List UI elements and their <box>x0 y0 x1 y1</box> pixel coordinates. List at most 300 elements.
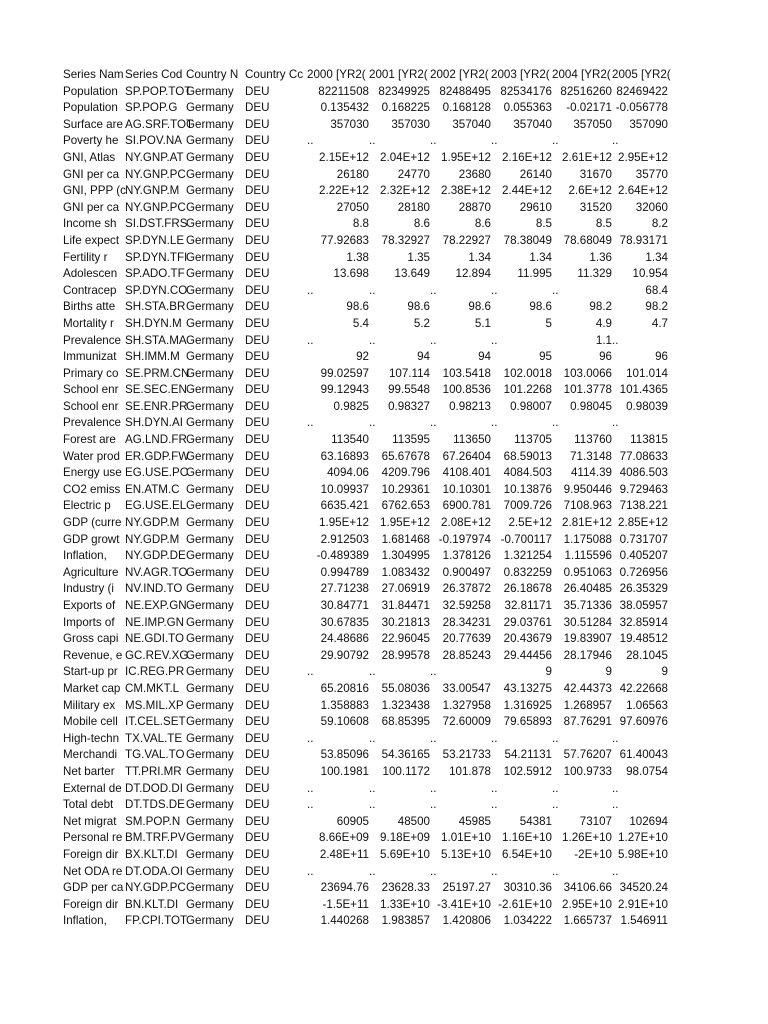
table-cell[interactable]: NV.IND.TO <box>125 582 183 596</box>
table-cell[interactable]: CO2 emiss <box>63 482 121 496</box>
table-cell[interactable]: DEU <box>245 731 270 745</box>
table-cell[interactable]: 98.6 <box>346 300 369 314</box>
table-cell[interactable]: 10.10301 <box>442 482 491 496</box>
table-cell[interactable]: 1.268957 <box>563 698 612 712</box>
table-cell[interactable]: 99.02597 <box>320 366 369 380</box>
table-cell[interactable]: .. <box>430 781 437 795</box>
table-cell[interactable]: NY.GNP.M <box>125 184 180 198</box>
table-cell[interactable]: .. <box>491 134 498 148</box>
table-cell[interactable]: 57.76207 <box>563 748 612 762</box>
table-cell[interactable]: 33.00547 <box>442 681 491 695</box>
table-cell[interactable]: Population <box>63 101 118 115</box>
table-cell[interactable]: SP.DYN.CO <box>125 283 188 297</box>
table-cell[interactable]: .. <box>612 134 619 148</box>
table-cell[interactable]: 2.95E+12 <box>618 150 668 164</box>
table-cell[interactable]: 1.681468 <box>381 532 430 546</box>
table-cell[interactable]: DEU <box>245 250 270 264</box>
table-cell[interactable]: 78.68049 <box>563 233 612 247</box>
table-cell[interactable]: DEU <box>245 748 270 762</box>
table-cell[interactable]: 20.77639 <box>442 632 491 646</box>
table-cell[interactable]: .. <box>612 781 619 795</box>
table-cell[interactable]: SI.DST.FRS <box>125 217 188 231</box>
table-cell[interactable]: 1.35 <box>407 250 430 264</box>
table-cell[interactable]: Germany <box>186 814 234 828</box>
header-cell[interactable]: 2003 [YR2( <box>491 68 550 81</box>
table-cell[interactable]: 4086.503 <box>619 466 668 480</box>
header-cell[interactable]: Country Cc <box>245 68 303 81</box>
table-cell[interactable]: 82469422 <box>616 84 668 98</box>
table-cell[interactable]: 27.71238 <box>320 582 369 596</box>
table-cell[interactable]: 2.64E+12 <box>618 184 668 198</box>
table-cell[interactable]: GNI, PPP (c <box>63 184 126 198</box>
table-cell[interactable]: DT.DOD.DI <box>125 781 183 795</box>
table-cell[interactable]: 1.420806 <box>442 914 491 928</box>
table-cell[interactable]: 65.67678 <box>381 449 430 463</box>
table-cell[interactable]: 2.81E+12 <box>562 516 612 530</box>
table-cell[interactable]: 2.16E+12 <box>502 150 552 164</box>
table-cell[interactable]: 1.1 <box>595 333 612 347</box>
table-cell[interactable]: Germany <box>186 416 234 430</box>
table-cell[interactable]: -2.61E+10 <box>498 897 552 911</box>
table-cell[interactable]: 101.014 <box>626 366 668 380</box>
table-cell[interactable]: .. <box>369 798 376 812</box>
table-cell[interactable]: .. <box>430 731 437 745</box>
table-cell[interactable]: 45985 <box>458 814 491 828</box>
table-cell[interactable]: 7009.726 <box>503 499 552 513</box>
table-cell[interactable]: NY.GNP.PC <box>125 167 186 181</box>
table-cell[interactable]: Net ODA re <box>63 864 123 878</box>
table-cell[interactable]: 30.21813 <box>381 615 430 629</box>
table-cell[interactable]: Germany <box>186 366 234 380</box>
table-cell[interactable]: DEU <box>245 565 270 579</box>
table-cell[interactable]: 87.76291 <box>563 715 612 729</box>
table-cell[interactable]: 100.9733 <box>563 764 612 778</box>
table-cell[interactable]: 0.731707 <box>619 532 668 546</box>
table-cell[interactable]: 53.85096 <box>320 748 369 762</box>
table-cell[interactable]: 19.48512 <box>619 632 668 646</box>
table-cell[interactable]: .. <box>552 781 559 795</box>
table-cell[interactable]: Poverty he <box>63 134 119 148</box>
table-cell[interactable]: 26180 <box>336 167 369 181</box>
table-cell[interactable]: Forest are <box>63 433 116 447</box>
table-cell[interactable]: Germany <box>186 184 234 198</box>
table-cell[interactable]: Inflation, <box>63 914 107 928</box>
table-cell[interactable]: 100.8536 <box>442 383 491 397</box>
table-cell[interactable]: Germany <box>186 350 234 364</box>
table-cell[interactable]: DEU <box>245 399 270 413</box>
table-cell[interactable]: NE.EXP.GN <box>125 599 187 612</box>
table-cell[interactable]: 0.951063 <box>563 565 612 579</box>
header-cell[interactable]: Country N <box>186 68 239 81</box>
table-cell[interactable]: 0.726956 <box>619 565 668 579</box>
table-cell[interactable]: 8.5 <box>535 217 552 231</box>
table-cell[interactable]: Industry (i <box>63 582 114 596</box>
table-cell[interactable]: Gross capi <box>63 632 119 646</box>
table-cell[interactable]: 22.96045 <box>381 632 430 646</box>
table-cell[interactable]: .. <box>491 333 498 347</box>
table-cell[interactable]: 98.6 <box>529 300 552 314</box>
table-cell[interactable]: 4.7 <box>651 316 668 330</box>
table-cell[interactable]: 13.698 <box>333 267 369 281</box>
table-cell[interactable]: 29.90792 <box>320 648 369 662</box>
table-cell[interactable]: AG.SRF.TOT <box>125 117 194 131</box>
table-cell[interactable]: DEU <box>245 167 270 181</box>
table-cell[interactable]: Germany <box>186 134 234 148</box>
table-cell[interactable]: 31670 <box>579 167 612 181</box>
table-cell[interactable]: Germany <box>186 499 234 513</box>
table-cell[interactable]: 357030 <box>330 117 369 131</box>
table-cell[interactable]: Germany <box>186 316 234 330</box>
table-cell[interactable]: 32.81171 <box>504 599 552 612</box>
table-cell[interactable]: High-techn <box>63 731 120 745</box>
table-cell[interactable]: Germany <box>186 864 234 878</box>
table-cell[interactable]: Germany <box>186 831 234 845</box>
table-cell[interactable]: School enr <box>63 383 119 397</box>
table-cell[interactable]: SP.DYN.LE <box>125 233 185 247</box>
table-cell[interactable]: Contracep <box>63 283 117 297</box>
table-cell[interactable]: 1.16E+10 <box>502 831 552 845</box>
table-cell[interactable]: 6900.781 <box>442 499 491 513</box>
table-cell[interactable]: DEU <box>245 84 270 98</box>
table-cell[interactable]: 1.034222 <box>503 914 552 928</box>
table-cell[interactable]: 113815 <box>630 433 668 447</box>
table-cell[interactable]: Germany <box>186 781 234 795</box>
table-cell[interactable]: 6635.421 <box>320 499 369 513</box>
table-cell[interactable]: 1.34 <box>645 250 668 264</box>
table-cell[interactable]: Military ex <box>63 698 116 712</box>
table-cell[interactable]: .. <box>430 665 437 679</box>
table-cell[interactable]: .. <box>307 781 314 795</box>
table-cell[interactable]: 2.32E+12 <box>380 184 430 198</box>
table-cell[interactable]: 26.40485 <box>563 582 612 596</box>
table-cell[interactable]: DEU <box>245 482 270 496</box>
table-cell[interactable]: 28180 <box>397 200 430 214</box>
table-cell[interactable]: NY.GDP.M <box>125 516 180 530</box>
table-cell[interactable]: .. <box>430 283 437 297</box>
table-cell[interactable]: 28.34231 <box>442 615 491 629</box>
table-cell[interactable]: -0.02171 <box>566 101 612 115</box>
table-cell[interactable]: 7108.963 <box>563 499 612 513</box>
table-cell[interactable]: 82211508 <box>318 84 369 98</box>
table-cell[interactable]: 35.71336 <box>563 599 612 612</box>
table-cell[interactable]: BX.KLT.DI <box>125 847 178 861</box>
table-cell[interactable]: 2.48E+11 <box>319 847 369 861</box>
table-cell[interactable]: DEU <box>245 366 270 380</box>
table-cell[interactable]: 357040 <box>452 117 491 131</box>
table-cell[interactable]: NE.GDI.TO <box>125 632 185 646</box>
table-cell[interactable]: -3.41E+10 <box>437 897 491 911</box>
table-cell[interactable]: .. <box>491 864 498 878</box>
table-cell[interactable]: SE.PRM.CN <box>125 366 190 380</box>
table-cell[interactable]: DEU <box>245 764 270 778</box>
table-cell[interactable]: 1.33E+10 <box>380 897 430 911</box>
table-cell[interactable]: 10.09937 <box>320 482 369 496</box>
table-cell[interactable]: SH.STA.BR <box>125 300 186 314</box>
table-cell[interactable]: 71.3148 <box>570 449 612 463</box>
table-cell[interactable]: NE.IMP.GN <box>125 615 185 629</box>
table-cell[interactable]: 0.98007 <box>510 399 552 413</box>
table-cell[interactable]: EG.USE.PC <box>125 466 189 480</box>
table-cell[interactable]: Mortality r <box>63 316 114 330</box>
table-cell[interactable]: EG.USE.EL <box>125 499 187 513</box>
table-cell[interactable]: 42.22668 <box>619 681 668 695</box>
table-cell[interactable]: DEU <box>245 781 270 795</box>
table-cell[interactable]: Germany <box>186 565 234 579</box>
table-cell[interactable]: NY.GNP.PC <box>125 200 186 214</box>
table-cell[interactable]: 7138.221 <box>619 499 668 513</box>
table-cell[interactable]: Merchandi <box>63 748 118 762</box>
table-cell[interactable]: Germany <box>186 632 234 646</box>
table-cell[interactable]: 30310.36 <box>503 881 552 895</box>
table-cell[interactable]: 82516260 <box>560 84 612 98</box>
table-cell[interactable]: 4114.39 <box>570 466 612 480</box>
table-cell[interactable]: 0.168225 <box>381 101 430 115</box>
table-cell[interactable]: .. <box>307 283 314 297</box>
table-cell[interactable]: 78.93171 <box>619 233 668 247</box>
table-cell[interactable]: 9.18E+09 <box>380 831 430 845</box>
table-cell[interactable]: 28.1045 <box>626 648 668 662</box>
table-cell[interactable]: Immunizat <box>63 350 117 364</box>
table-cell[interactable]: .. <box>307 333 314 347</box>
table-cell[interactable]: 113760 <box>574 433 612 447</box>
table-cell[interactable]: Primary co <box>63 366 119 380</box>
table-cell[interactable]: Electric p <box>63 499 111 513</box>
table-cell[interactable]: ER.GDP.FW <box>125 449 190 463</box>
table-cell[interactable]: 1.175088 <box>563 532 612 546</box>
table-cell[interactable]: Germany <box>186 847 234 861</box>
table-cell[interactable]: 68.85395 <box>381 715 430 729</box>
table-cell[interactable]: SP.POP.G <box>125 101 178 115</box>
table-cell[interactable]: 103.0066 <box>563 366 612 380</box>
table-cell[interactable]: 59.10608 <box>320 715 369 729</box>
table-cell[interactable]: DT.TDS.DE <box>125 798 185 812</box>
table-cell[interactable]: DEU <box>245 665 270 679</box>
table-cell[interactable]: 101.2268 <box>503 383 552 397</box>
table-cell[interactable]: DEU <box>245 532 270 546</box>
table-cell[interactable]: DEU <box>245 101 270 115</box>
table-cell[interactable]: 34520.24 <box>619 881 668 895</box>
table-cell[interactable]: 38.05957 <box>619 599 668 612</box>
table-cell[interactable]: Germany <box>186 333 234 347</box>
table-cell[interactable]: 9 <box>605 665 612 679</box>
table-cell[interactable]: Life expect <box>63 233 120 247</box>
table-cell[interactable]: DEU <box>245 847 270 861</box>
table-cell[interactable]: Germany <box>186 516 234 530</box>
table-cell[interactable]: -2E+10 <box>574 847 612 861</box>
table-cell[interactable]: 0.98213 <box>449 399 491 413</box>
table-cell[interactable]: DEU <box>245 150 270 164</box>
table-cell[interactable]: 96 <box>655 350 668 364</box>
table-cell[interactable]: .. <box>307 731 314 745</box>
table-cell[interactable]: 107.114 <box>388 366 430 380</box>
table-cell[interactable]: EN.ATM.C <box>125 482 180 496</box>
table-cell[interactable]: SH.DYN.M <box>125 316 182 330</box>
table-cell[interactable]: 102.0018 <box>503 366 552 380</box>
table-cell[interactable]: 1.316925 <box>503 698 552 712</box>
table-cell[interactable]: 5.69E+10 <box>380 847 430 861</box>
header-cell[interactable]: 2002 [YR2( <box>430 68 489 81</box>
table-cell[interactable]: 2.22E+12 <box>319 184 369 198</box>
table-cell[interactable]: DEU <box>245 549 270 563</box>
table-cell[interactable]: 99.12943 <box>320 383 369 397</box>
table-cell[interactable]: TX.VAL.TE <box>125 731 183 745</box>
table-cell[interactable]: .. <box>612 333 619 347</box>
table-cell[interactable]: 28870 <box>458 200 491 214</box>
table-cell[interactable]: 1.06563 <box>626 698 668 712</box>
table-cell[interactable]: DEU <box>245 831 270 845</box>
header-cell[interactable]: Series Cod <box>125 68 183 81</box>
table-cell[interactable]: DEU <box>245 233 270 247</box>
table-cell[interactable]: 1.27E+10 <box>618 831 668 845</box>
table-cell[interactable]: 357090 <box>629 117 668 131</box>
table-cell[interactable]: .. <box>430 864 437 878</box>
table-cell[interactable]: NY.GDP.M <box>125 532 180 546</box>
table-cell[interactable]: DEU <box>245 333 270 347</box>
table-cell[interactable]: 34106.66 <box>563 881 612 895</box>
table-cell[interactable]: DEU <box>245 698 270 712</box>
table-cell[interactable]: 0.405207 <box>619 549 668 563</box>
table-cell[interactable]: 0.98039 <box>626 399 668 413</box>
table-cell[interactable]: Germany <box>186 615 234 629</box>
table-cell[interactable]: 98.6 <box>407 300 430 314</box>
table-cell[interactable]: .. <box>369 283 376 297</box>
table-cell[interactable]: 1.983857 <box>381 914 430 928</box>
table-cell[interactable]: Germany <box>186 267 234 281</box>
table-cell[interactable]: 26.35329 <box>619 582 668 596</box>
table-cell[interactable]: Germany <box>186 449 234 463</box>
table-cell[interactable]: 2.85E+12 <box>618 516 668 530</box>
table-cell[interactable]: 99.5548 <box>388 383 430 397</box>
table-cell[interactable]: NY.GNP.AT <box>125 150 184 164</box>
table-cell[interactable]: GC.REV.XG <box>125 648 189 662</box>
table-cell[interactable]: 30.84771 <box>320 599 369 612</box>
table-cell[interactable]: -0.197974 <box>438 532 491 546</box>
table-cell[interactable]: 113705 <box>514 433 552 447</box>
table-cell[interactable]: DEU <box>245 632 270 646</box>
table-cell[interactable]: .. <box>491 781 498 795</box>
table-cell[interactable]: 29.44456 <box>503 648 552 662</box>
table-cell[interactable]: 2.95E+10 <box>562 897 612 911</box>
table-cell[interactable]: GNI, Atlas <box>63 150 116 164</box>
table-cell[interactable]: Germany <box>186 466 234 480</box>
table-cell[interactable]: 0.135432 <box>320 101 369 115</box>
table-cell[interactable]: .. <box>552 731 559 745</box>
table-cell[interactable]: Germany <box>186 433 234 447</box>
table-cell[interactable]: 23680 <box>458 167 491 181</box>
table-cell[interactable]: .. <box>307 665 314 679</box>
table-cell[interactable]: 100.1172 <box>382 764 430 778</box>
table-cell[interactable]: .. <box>552 864 559 878</box>
table-cell[interactable]: 9 <box>661 665 668 679</box>
table-cell[interactable]: 10.954 <box>632 267 668 281</box>
table-cell[interactable]: DEU <box>245 864 270 878</box>
table-cell[interactable]: 1.378126 <box>442 549 491 563</box>
table-cell[interactable]: Germany <box>186 731 234 745</box>
header-cell[interactable]: 2001 [YR2( <box>369 68 428 81</box>
table-cell[interactable]: Prevalence <box>63 333 122 347</box>
table-cell[interactable]: DEU <box>245 184 270 198</box>
table-cell[interactable]: DEU <box>245 881 270 895</box>
table-cell[interactable]: Germany <box>186 681 234 695</box>
table-cell[interactable]: TG.VAL.TO <box>125 748 185 762</box>
table-cell[interactable]: Foreign dir <box>63 847 119 861</box>
table-cell[interactable]: 357040 <box>513 117 552 131</box>
table-cell[interactable]: 0.055363 <box>503 101 552 115</box>
table-cell[interactable]: 1.115596 <box>564 549 612 563</box>
table-cell[interactable]: 0.900497 <box>442 565 491 579</box>
table-cell[interactable]: 79.65893 <box>503 715 552 729</box>
table-cell[interactable]: .. <box>430 134 437 148</box>
table-cell[interactable]: 35770 <box>635 167 668 181</box>
table-cell[interactable]: DEU <box>245 599 270 612</box>
table-cell[interactable]: 29.03761 <box>503 615 552 629</box>
table-cell[interactable]: .. <box>430 416 437 430</box>
table-cell[interactable]: 54.36165 <box>381 748 430 762</box>
table-cell[interactable]: 0.98045 <box>570 399 612 413</box>
table-cell[interactable]: Germany <box>186 798 234 812</box>
table-cell[interactable]: 24770 <box>397 167 430 181</box>
table-cell[interactable]: 5.98E+10 <box>618 847 668 861</box>
table-cell[interactable]: .. <box>552 134 559 148</box>
table-cell[interactable]: 63.16893 <box>320 449 369 463</box>
table-cell[interactable]: 1.26E+10 <box>562 831 612 845</box>
table-cell[interactable]: 0.994789 <box>320 565 369 579</box>
table-cell[interactable]: TT.PRI.MR <box>125 764 182 778</box>
table-cell[interactable]: DEU <box>245 350 270 364</box>
table-cell[interactable]: Personal re <box>63 831 123 845</box>
table-cell[interactable]: DEU <box>245 681 270 695</box>
table-cell[interactable]: Start-up pr <box>63 665 118 679</box>
table-cell[interactable]: .. <box>552 798 559 812</box>
table-cell[interactable]: SH.IMM.M <box>125 350 180 364</box>
table-cell[interactable]: 6.54E+10 <box>502 847 552 861</box>
table-cell[interactable]: DEU <box>245 466 270 480</box>
table-cell[interactable]: Germany <box>186 532 234 546</box>
table-cell[interactable]: 23628.33 <box>381 881 430 895</box>
table-cell[interactable]: 113650 <box>453 433 491 447</box>
table-cell[interactable]: -1.5E+11 <box>322 897 369 911</box>
table-cell[interactable]: DEU <box>245 516 270 530</box>
table-cell[interactable]: .. <box>369 134 376 148</box>
table-cell[interactable]: 32060 <box>635 200 668 214</box>
table-cell[interactable]: NY.GDP.PC <box>125 881 186 895</box>
table-cell[interactable]: Germany <box>186 698 234 712</box>
table-cell[interactable]: 67.26404 <box>442 449 491 463</box>
table-cell[interactable]: 4108.401 <box>442 466 491 480</box>
table-cell[interactable]: 94 <box>478 350 491 364</box>
table-cell[interactable]: .. <box>612 798 619 812</box>
table-cell[interactable]: 4209.796 <box>381 466 430 480</box>
table-cell[interactable]: 9.729463 <box>619 482 668 496</box>
table-cell[interactable]: 2.08E+12 <box>441 516 491 530</box>
table-cell[interactable]: 28.99578 <box>381 648 430 662</box>
table-cell[interactable]: .. <box>369 864 376 878</box>
table-cell[interactable]: NY.GDP.DE <box>125 549 186 563</box>
table-cell[interactable]: Exports of <box>63 599 116 612</box>
table-cell[interactable]: 102.5912 <box>503 764 552 778</box>
table-cell[interactable]: SH.STA.MA <box>125 333 187 347</box>
table-cell[interactable]: Germany <box>186 715 234 729</box>
table-cell[interactable]: 8.66E+09 <box>319 831 369 845</box>
table-cell[interactable]: 1.665737 <box>563 914 612 928</box>
table-cell[interactable]: DEU <box>245 499 270 513</box>
table-cell[interactable]: 4.9 <box>595 316 612 330</box>
table-cell[interactable]: 9 <box>545 665 552 679</box>
table-cell[interactable]: DEU <box>245 117 270 131</box>
table-cell[interactable]: 60905 <box>336 814 369 828</box>
table-cell[interactable]: Income sh <box>63 217 117 231</box>
table-cell[interactable]: 1.083432 <box>381 565 430 579</box>
